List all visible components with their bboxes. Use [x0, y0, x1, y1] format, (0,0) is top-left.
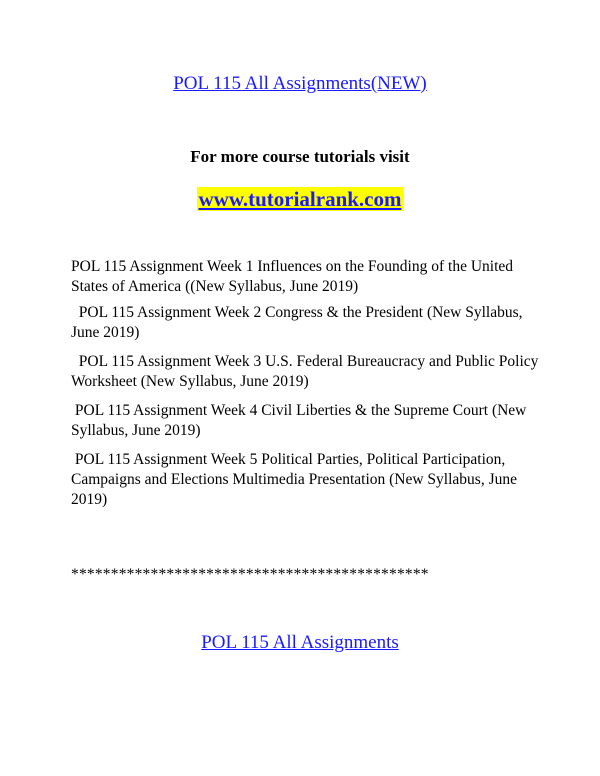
assignment-item-week-3: POL 115 Assignment Week 3 U.S. Federal Bureaucracy and Public Policy Worksheet (New Syllabus, June 2019): [71, 353, 543, 390]
course-footer-link[interactable]: POL 115 All Assignments: [201, 632, 399, 653]
assignment-list: [71, 257, 541, 518]
assignment-item-week-2: POL 115 Assignment Week 2 Congress & the President (New Syllabus, June 2019): [71, 304, 527, 341]
visit-heading: For more course tutorials visit: [190, 147, 410, 166]
assignment-item-week-4: POL 115 Assignment Week 4 Civil Liberties & the Supreme Court (New Syllabus, June 2019): [71, 402, 531, 439]
website-link[interactable]: www.tutorialrank.com: [198, 187, 402, 211]
website-link-container: [0, 186, 600, 212]
asterisk-divider: *********************************************: [71, 566, 429, 583]
assignment-item-week-1: POL 115 Assignment Week 1 Influences on the Founding of the United States of America ((New Syllabus, June 2019): [71, 258, 517, 295]
course-title-link[interactable]: POL 115 All Assignments(NEW): [173, 73, 427, 94]
assignment-item-week-5: POL 115 Assignment Week 5 Political Parties, Political Participation, Campaigns and Elections Multimedia Presentation (New Syllabus, June 2019): [71, 451, 521, 508]
